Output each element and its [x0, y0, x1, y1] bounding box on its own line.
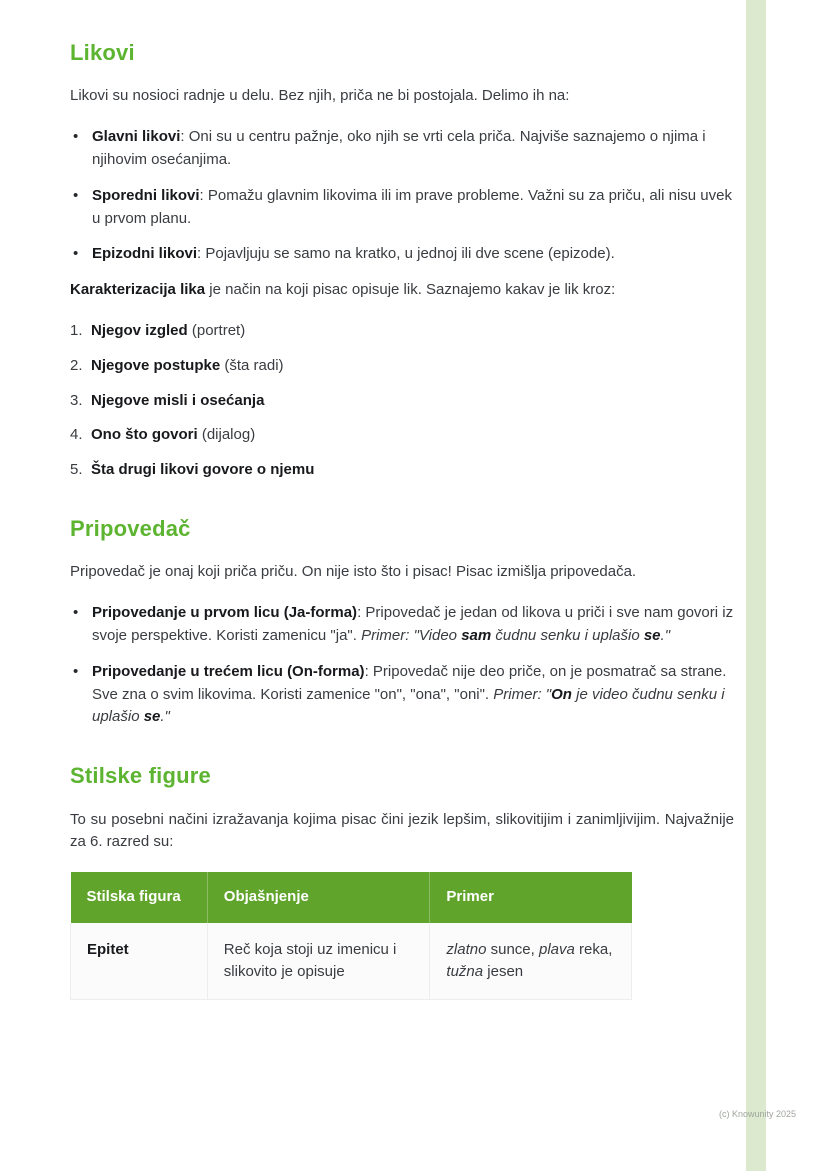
bullet-icon: • [73, 245, 79, 263]
item-rest: : Oni su u centru pažnje, oko njih se vrti cela priča. Najviše saznajemo o njima i njihovim osećanjima. [92, 128, 706, 169]
item-lead: Pripovedanje u prvom licu (Ja-forma) [92, 604, 358, 622]
section-title-pripovedac: Pripovedač [70, 516, 191, 541]
list-item-text [91, 424, 734, 447]
item-lead: Epizodni likovi [92, 245, 198, 263]
paragraph-rest: je način na koji pisac opisuje lik. Saznajemo kakav je lik kroz: [205, 281, 616, 299]
karakterizacija-paragraph [70, 279, 734, 302]
list-item [70, 126, 734, 172]
document-content [70, 36, 734, 1000]
list-item-text [92, 243, 734, 266]
table-header-row [71, 872, 632, 923]
primer-text: reka, [574, 941, 613, 959]
watermark: (c) Knowunity 2025 [718, 1109, 796, 1119]
item-rest: : Pomažu glavnim likovima ili im prave probleme. Važni su za priču, ali nisu uvek u prvom planu. [92, 186, 732, 227]
pripovedac-intro: Pripovedač je onaj koji priča priču. On nije isto što i pisac! Pisac izmišlja pripovedača. [70, 563, 637, 581]
quote-text: " [541, 685, 552, 703]
table-header-objasnjenje: Objašnjenje [207, 872, 430, 923]
likovi-intro: Likovi su nosioci radnje u delu. Bez njih, priča ne bi postojala. Delimo ih na: [70, 87, 570, 105]
numbered-item [70, 390, 734, 413]
item-rest: (portret) [187, 322, 246, 340]
quote-emphasis: sam [461, 627, 492, 645]
list-item [70, 243, 734, 266]
item-number: 1. [70, 322, 83, 340]
cell-primer [430, 923, 632, 999]
item-number: 2. [70, 356, 83, 374]
quote-text: ." [660, 627, 671, 645]
item-lead: Njegov izgled [91, 322, 188, 340]
quote-text: čudnu senku i uplašio [491, 627, 644, 645]
item-number: 3. [70, 391, 83, 409]
primer-word: plava [538, 941, 575, 959]
list-item-text [91, 459, 734, 482]
primer-label: Primer: [361, 627, 410, 645]
primer-word: zlatno [446, 941, 487, 959]
section-title-likovi: Likovi [70, 40, 135, 65]
table-header-primer: Primer [430, 872, 632, 923]
quote-text: ." [160, 708, 170, 726]
stilske-figure-table [70, 872, 632, 999]
numbered-item [70, 355, 734, 378]
cell-objasnjenje: Reč koja stoji uz imenicu i slikovito je opisuje [207, 923, 430, 999]
item-lead: Njegove misli i osećanja [91, 391, 265, 409]
table-row [71, 923, 632, 999]
item-rest: : Pojavljuju se samo na kratko, u jednoj ili dve scene (epizode). [197, 245, 615, 263]
item-rest: (šta radi) [220, 356, 284, 374]
list-item-text [91, 390, 734, 413]
numbered-item [70, 459, 734, 482]
item-lead: Glavni likovi [92, 128, 181, 146]
quote-emphasis: On [551, 685, 572, 703]
list-item [70, 661, 734, 729]
numbered-item [70, 424, 734, 447]
list-item-text [91, 320, 734, 343]
section-title-stilske-figure: Stilske figure [70, 763, 211, 789]
primer-text: sunce, [486, 941, 539, 959]
pripovedac-bullet-list [70, 602, 734, 729]
item-rest: : Pripovedač je jedan od likova u priči i sve nam govori iz svoje perspektive. Koristi zamenicu "ja". [92, 604, 734, 645]
item-lead: Šta drugi likovi govore o njemu [91, 461, 315, 479]
paragraph-lead: Karakterizacija lika [70, 281, 206, 299]
quote-emphasis: se [143, 708, 161, 726]
list-item [70, 602, 734, 648]
table-header-stilska-figura: Stilska figura [71, 872, 208, 923]
list-item-text [92, 661, 734, 729]
karakterizacija-numbered-list [70, 320, 734, 482]
stilske-intro: To su posebni načini izražavanja kojima pisac čini jezik lepšim, slikovitijim i zanimljivijim. Najvažnije za 6. razred su: [70, 810, 734, 851]
item-rest: (dijalog) [197, 426, 256, 444]
numbered-item [70, 320, 734, 343]
cell-figura: Epitet [71, 923, 208, 999]
item-lead: Pripovedanje u trećem licu (On-forma) [92, 662, 365, 680]
item-rest: : Pripovedač nije deo priče, on je posmatrač sa strane. Sve zna o svim likovima. Koristi zamenice "on", "ona", "oni". [92, 662, 727, 703]
item-number: 5. [70, 461, 83, 479]
list-item-text [91, 355, 734, 378]
item-lead: Ono što govori [91, 426, 198, 444]
primer-label: Primer: [493, 685, 542, 703]
bullet-icon: • [73, 128, 79, 146]
list-item [70, 185, 734, 231]
primer-word: tužna [446, 962, 484, 980]
quote-emphasis: se [643, 627, 661, 645]
bullet-icon: • [73, 662, 79, 680]
item-number: 4. [70, 426, 83, 444]
list-item-text [92, 126, 734, 172]
right-accent-stripe [746, 0, 766, 1171]
item-lead: Sporedni likovi [92, 186, 200, 204]
likovi-bullet-list [70, 126, 734, 266]
bullet-icon: • [73, 604, 79, 622]
bullet-icon: • [73, 186, 79, 204]
quote-text: "Video [409, 627, 462, 645]
list-item-text [92, 602, 734, 648]
list-item-text [92, 185, 734, 231]
primer-text: jesen [483, 962, 524, 980]
quote-text: je video čudnu senku i uplašio [92, 685, 725, 726]
item-lead: Njegove postupke [91, 356, 221, 374]
